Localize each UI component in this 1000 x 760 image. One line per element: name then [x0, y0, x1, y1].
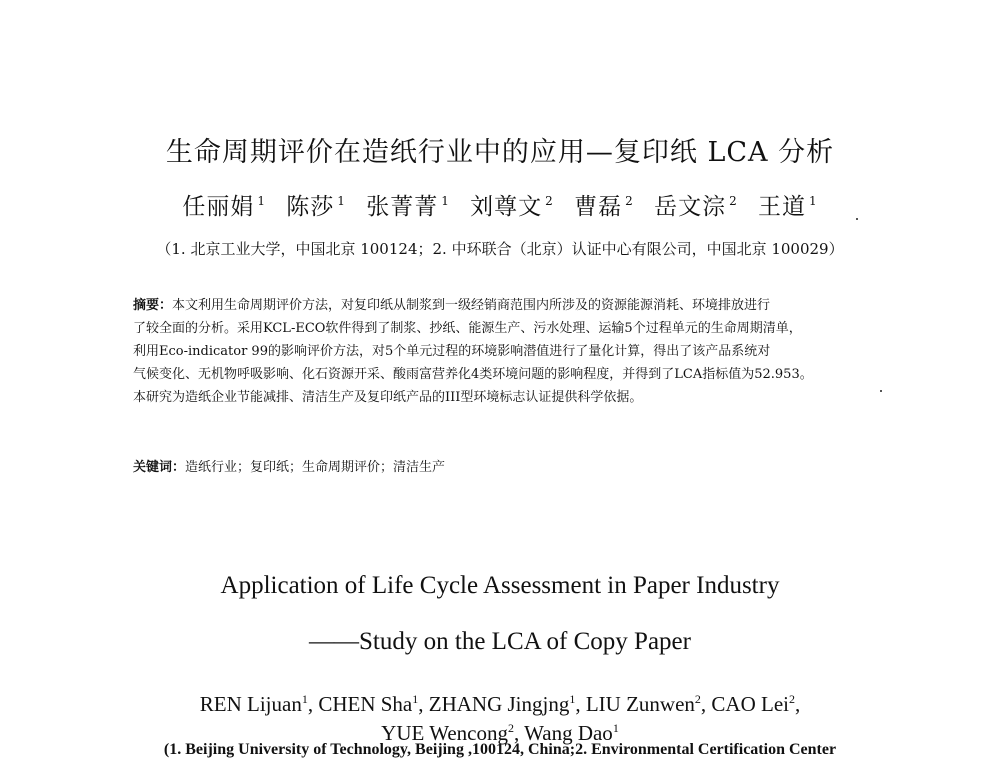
english-author: ZHANG Jingjng$^1$, [428, 692, 586, 716]
chinese-author: 曹磊 $^2$ [574, 194, 634, 220]
english-author: YUE Wencong$^2$, [381, 721, 525, 745]
abstract-line: 利用Eco-indicator 99的影响评价方法，对5个单元过程的环境影响潜值进行了量化计算，得出了该产品系统对 [133, 344, 771, 359]
abstract-label: 摘要： [133, 298, 173, 313]
keywords-label: 关键词： [133, 460, 186, 475]
english-subtitle: ——Study on the LCA of Copy Paper [309, 628, 691, 655]
chinese-keywords [133, 456, 445, 475]
chinese-author: 陈莎 $^1$ [286, 194, 346, 220]
chinese-author: 王道 $^1$ [758, 194, 818, 220]
english-affiliation: (1. Beijing University of Technology, Beijing ,100124, China;2. Environmental Certification Center [163, 741, 837, 758]
abstract-line: 摘要：本文利用生命周期评价方法，对复印纸从制浆到一级经销商范围内所涉及的资源能源消耗、环境排放进行 [133, 298, 771, 313]
abstract-line: 了较全面的分析。采用KCL-ECO软件得到了制浆、抄纸、能源生产、污水处理、运输5个过程单元的生命周期清单， [133, 321, 802, 336]
keywords-text: 造纸行业；复印纸；生命周期评价；清洁生产 [185, 460, 446, 475]
english-author-line [0, 687, 1000, 716]
chinese-author: 刘尊文 $^2$ [470, 194, 554, 220]
english-title: Application of Life Cycle Assessment in Paper Industry [220, 572, 780, 599]
abstract-line: 本研究为造纸企业节能减排、清洁生产及复印纸产品的III型环境标志认证提供科学依据。 [133, 390, 643, 405]
chinese-author: 任丽娟 $^1$ [182, 194, 266, 220]
scan-speck [856, 218, 858, 220]
chinese-author: 岳文淙 $^2$ [654, 194, 738, 220]
scan-speck [880, 390, 882, 392]
chinese-author-list [0, 188, 1000, 221]
chinese-title: 生命周期评价在造纸行业中的应用—复印纸 LCA 分析 [165, 137, 835, 168]
chinese-author: 张菁菁 $^1$ [366, 194, 450, 220]
chinese-affiliation: （1. 北京工业大学，中国北京 100124；2. 中环联合（北京）认证中心有限公司，中国北京 100029） [156, 240, 844, 258]
english-author: CHEN Sha$^1$, [318, 692, 429, 716]
english-author: CAO Lei$^2$, [711, 692, 801, 716]
english-author-list [0, 687, 1000, 745]
english-author: Wang Dao$^1$ [524, 721, 619, 745]
chinese-abstract [133, 294, 873, 409]
english-author: LIU Zunwen$^2$, [585, 692, 712, 716]
english-author: REN Lijuan$^1$, [199, 692, 319, 716]
abstract-line: 气候变化、无机物呼吸影响、化石资源开采、酸雨富营养化4类环境问题的影响程度，并得到了LCA指标值为52.953。 [133, 367, 813, 382]
